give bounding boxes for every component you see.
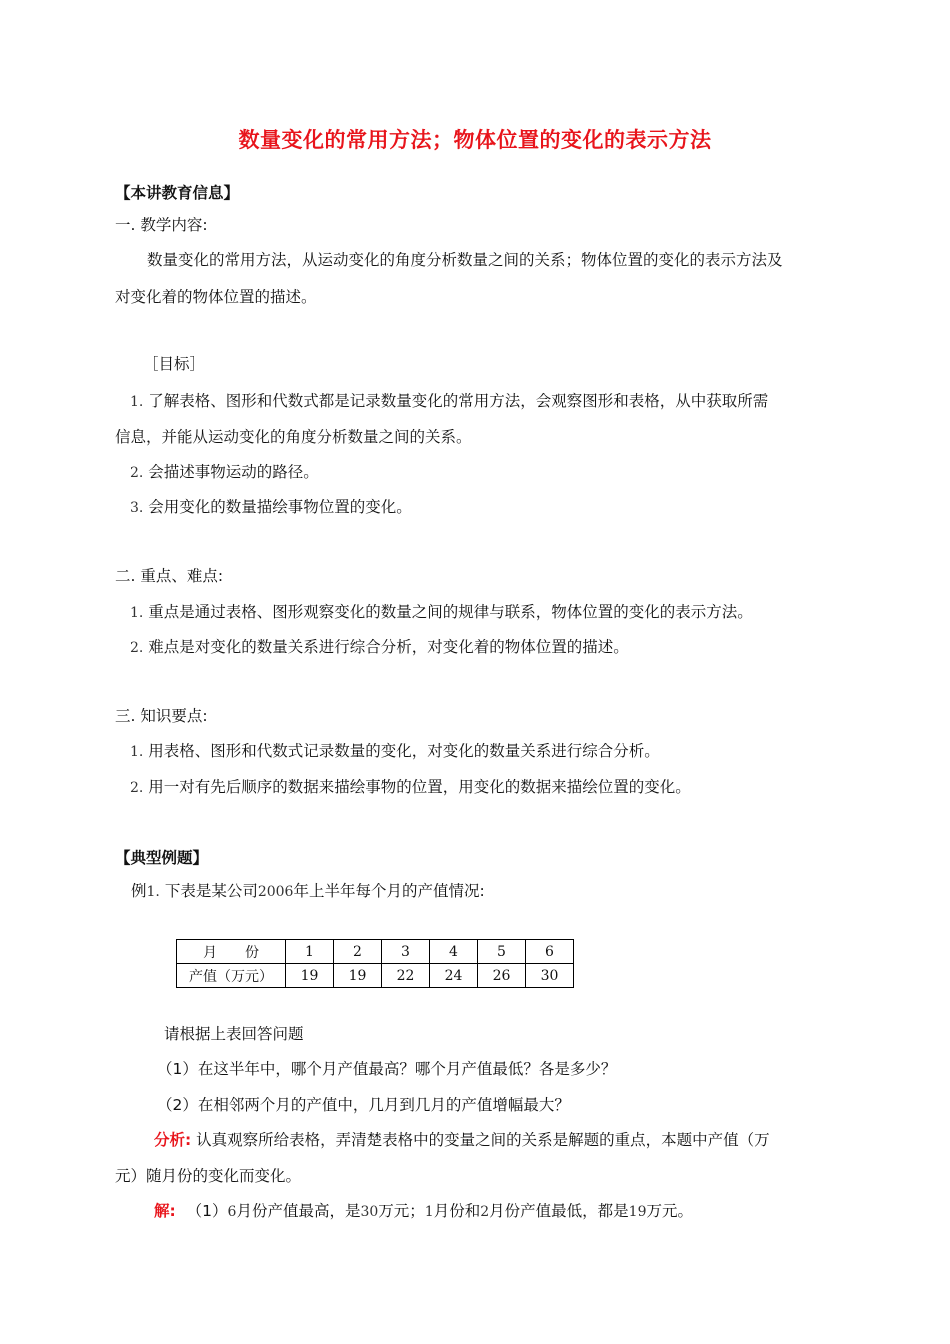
value-cell: 22 [382, 964, 430, 988]
goal-number: 3. [130, 500, 144, 516]
item-text: 用表格、图形和代数式记录数量的变化，对变化的数量关系进行综合分析。 [148, 742, 660, 760]
analysis-label: 分析: [154, 1131, 192, 1149]
item-number: 2. [130, 640, 144, 656]
key-point-1 [130, 602, 753, 623]
analysis-line1 [154, 1130, 770, 1150]
month-cell: 1 [286, 940, 334, 964]
answer-text: 月份产值最低，都是 [489, 1202, 629, 1220]
example-number: 1. [146, 884, 160, 900]
section3-heading: 三. 知识要点: [115, 707, 208, 725]
question-2: （2）在相邻两个月的产值中，几月到几月的产值增幅最大？ [157, 1096, 570, 1114]
item-number: 1. [130, 744, 144, 760]
answer-label: 解: [154, 1202, 176, 1220]
question-1: （1）在这半年中，哪个月产值最高？哪个月产值最低？各是多少？ [157, 1060, 617, 1078]
answer-text: （1） [186, 1202, 228, 1220]
answer-line [154, 1201, 693, 1222]
month-header: 月 份 [177, 940, 286, 964]
example-prefix: 例 [131, 882, 147, 900]
goal-item-3 [130, 497, 412, 518]
analysis-text: 认真观察所给表格，弄清楚表格中的变量之间的关系是解题的重点，本题中产值（万 [196, 1131, 770, 1149]
answer-number: 19 [628, 1204, 647, 1220]
knowledge-point-1 [130, 741, 660, 762]
page-title: 数量变化的常用方法；物体位置的变化的表示方法 [238, 128, 712, 152]
goal-text: 会用变化的数量描绘事物位置的变化。 [148, 498, 412, 516]
section2-heading: 二. 重点、难点: [115, 567, 224, 585]
answer-number: 2 [480, 1204, 490, 1220]
section1-para-line2: 对变化着的物体位置的描述。 [115, 288, 317, 306]
table-row [177, 964, 574, 988]
month-cell: 2 [334, 940, 382, 964]
production-table [176, 939, 574, 988]
goal-text: 会描述事物运动的路径。 [148, 463, 319, 481]
example1-intro [131, 881, 485, 902]
month-cell: 6 [526, 940, 574, 964]
goal-number: 2. [130, 465, 144, 481]
answer-number: 6 [227, 1204, 237, 1220]
question-prompt: 请根据上表回答问题 [164, 1025, 304, 1043]
value-cell: 26 [478, 964, 526, 988]
intro-text: 下表是某公司 [164, 882, 258, 900]
goal-label: ［目标］ [143, 355, 206, 373]
info-header: 【本讲教育信息】 [115, 184, 240, 202]
item-text: 重点是通过表格、图形观察变化的数量之间的规律与联系，物体位置的变化的表示方法。 [148, 603, 753, 621]
month-cell: 4 [430, 940, 478, 964]
item-text: 难点是对变化的数量关系进行综合分析，对变化着的物体位置的描述。 [148, 638, 629, 656]
month-cell: 5 [478, 940, 526, 964]
intro-year: 2006 [257, 884, 294, 900]
knowledge-point-2 [130, 777, 691, 798]
goal-item-1 [130, 391, 768, 412]
examples-header: 【典型例题】 [115, 849, 209, 867]
item-number: 2. [130, 780, 144, 796]
value-header: 产值（万元） [177, 964, 286, 988]
section1-heading: 一. 教学内容: [115, 216, 208, 234]
value-cell: 19 [286, 964, 334, 988]
answer-text: 月份产值最高，是 [236, 1202, 361, 1220]
goal-item-1-cont: 信息，并能从运动变化的角度分析数量之间的关系。 [115, 428, 472, 446]
key-point-2 [130, 637, 629, 658]
answer-text: 万元。 [646, 1202, 694, 1220]
answer-text: 月份和 [433, 1202, 481, 1220]
intro-text: 年上半年每个月的产值情况: [293, 882, 485, 900]
section1-para-line1: 数量变化的常用方法，从运动变化的角度分析数量之间的关系；物体位置的变化的表示方法及 [147, 251, 783, 269]
goal-number: 1. [130, 394, 144, 410]
value-cell: 24 [430, 964, 478, 988]
item-number: 1. [130, 605, 144, 621]
month-cell: 3 [382, 940, 430, 964]
item-text: 用一对有先后顺序的数据来描绘事物的位置，用变化的数据来描绘位置的变化。 [148, 778, 691, 796]
analysis-line2: 元）随月份的变化而变化。 [115, 1167, 302, 1185]
table-row [177, 940, 574, 964]
answer-number: 30 [360, 1204, 379, 1220]
goal-text: 了解表格、图形和代数式都是记录数量变化的常用方法，会观察图形和表格，从中获取所需 [148, 392, 769, 410]
answer-text: 万元； [378, 1202, 425, 1220]
value-cell: 30 [526, 964, 574, 988]
value-cell: 19 [334, 964, 382, 988]
goal-item-2 [130, 462, 319, 483]
answer-number: 1 [424, 1204, 434, 1220]
